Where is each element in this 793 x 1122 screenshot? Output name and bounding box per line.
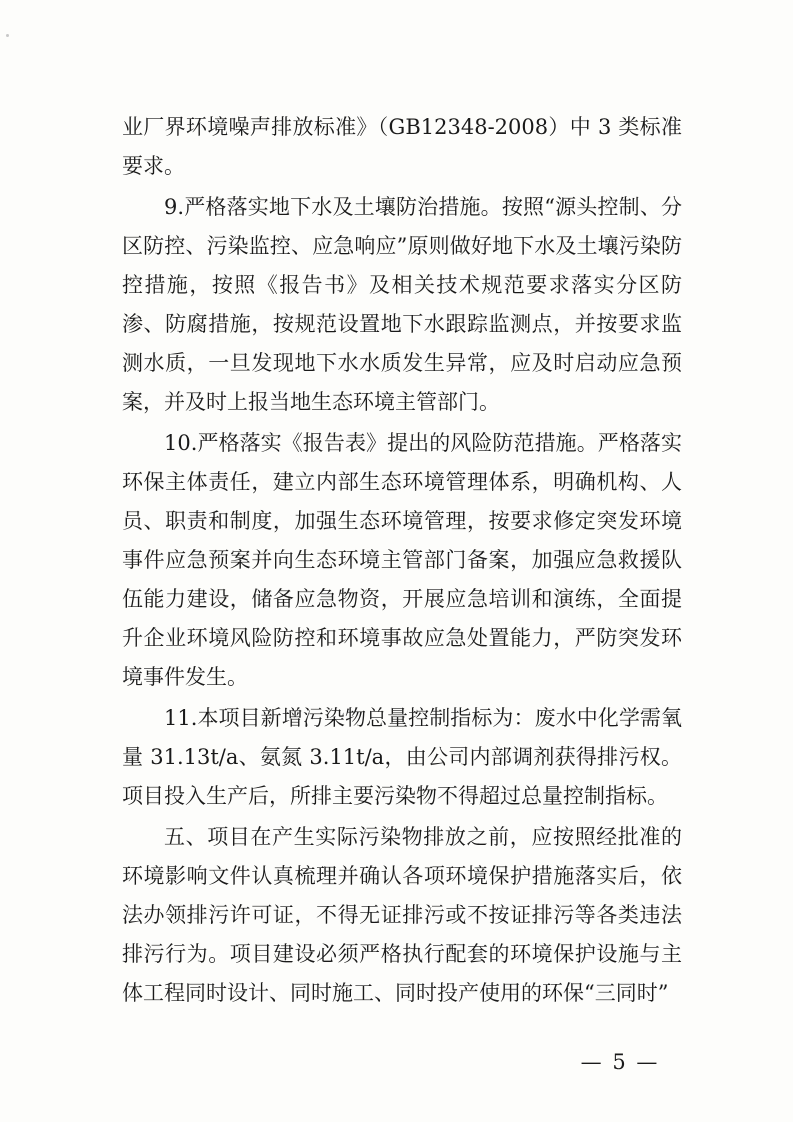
scan-speck (6, 34, 9, 37)
page-number: — 5 — (580, 1050, 660, 1074)
paragraph-section-5: 五、项目在产生实际污染物排放之前，应按照经批准的环境影响文件认真梳理并确认各项环境保护措施落实后，依法办领排污许可证，不得无证排污或不按证排污等各类违法排污行为。项目建设必须严格执行配套的环境保护设施与主体工程同时设计、同时施工、同时投产使用的环保“三同时” (122, 825, 682, 1005)
paragraph-item-10-risk-prevention: 10.严格落实《报告表》提出的风险防范措施。严格落实环保主体责任，建立内部生态环境管理体系，明确机构、人员、职责和制度，加强生态环境管理，按要求修定突发环境事件应急预案并向生态环境主管部门备案，加强应急救援队伍能力建设，储备应急物资，开展应急培训和演练，全面提升企业环境风险防控和环境事故应急处置能力，严防突发环境事件发生。 (122, 431, 682, 689)
paragraph-continuation: 业厂界环境噪声排放标准》（GB12348-2008）中 3 类标准要求。 (122, 115, 682, 178)
body-text (122, 108, 682, 1013)
paragraph-item-9-groundwater: 9.严格落实地下水及土壤防治措施。按照“源头控制、分区防控、污染监控、应急响应”原则做好地下水及土壤污染防控措施，按照《报告书》及相关技术规范要求落实分区防渗、防腐措施，按规范设置地下水跟踪监测点，并按要求监测水质，一旦发现地下水水质发生异常，应及时启动应急预案，并及时上报当地生态环境主管部门。 (122, 195, 682, 414)
paragraph-item-11-total-control: 11.本项目新增污染物总量控制指标为：废水中化学需氧量 31.13t/a、氨氮 3.11t/a，由公司内部调剂获得排污权。项目投入生产后，所排主要污染物不得超过总量控制指标。 (122, 706, 682, 808)
